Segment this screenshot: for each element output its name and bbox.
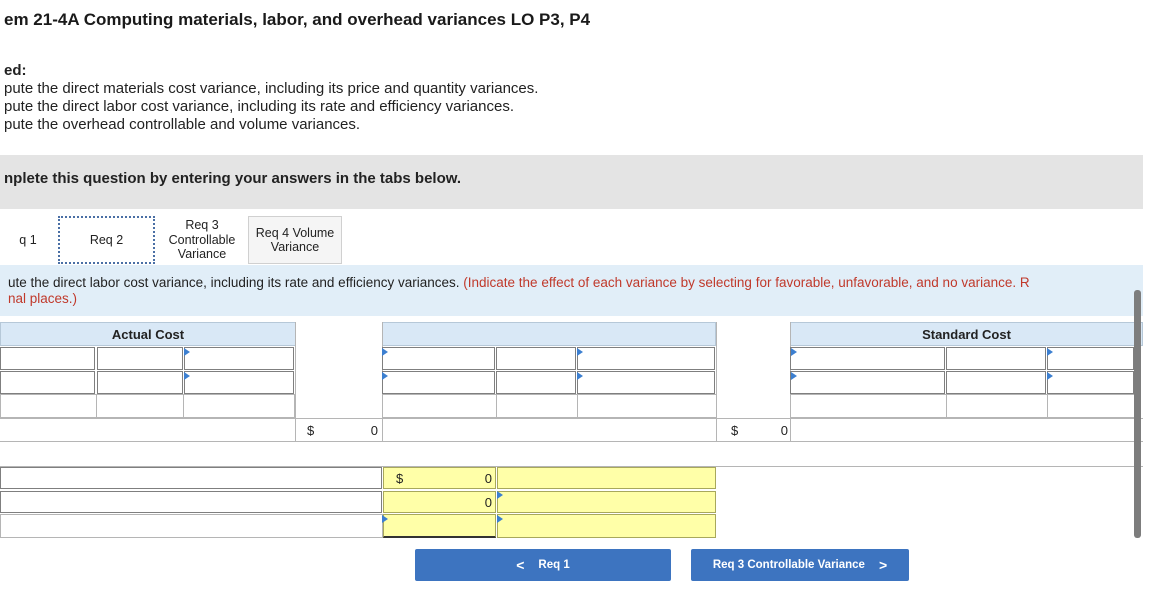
next-req-button[interactable] [691,549,909,581]
efficiency-variance-value: 0 [484,495,492,510]
middle-operator-input-2[interactable] [496,371,576,394]
next-req-label: Req 3 Controllable Variance [712,559,865,571]
actual-rate-input[interactable] [184,347,294,370]
standard-blank-cell [790,394,947,418]
standard-blank-cell [1047,394,1136,418]
vertical-scrollbar[interactable] [1134,290,1141,538]
middle-blank-cell [577,394,717,418]
prev-req-label: Req 1 [538,559,570,571]
standard-operator-input[interactable] [946,347,1046,370]
tab-label: q 1 [19,232,37,247]
variance-label-rate[interactable] [0,467,382,489]
tab-label: Req 4 Volume Variance [255,225,335,254]
requirement-2: pute the direct labor cost variance, including its rate and efficiency variances. [4,98,514,115]
grid-line [295,322,296,441]
grid-line [0,418,1143,419]
middle-rate-input-2[interactable] [577,371,715,394]
actual-blank-cell [183,394,295,418]
dropdown-icon[interactable] [791,348,797,356]
dropdown-icon[interactable] [791,372,797,380]
actual-total-symbol: $ [307,423,315,438]
dropdown-icon[interactable] [382,372,388,380]
standard-total-value: 0 [780,423,788,438]
rate-variance-symbol: $ [396,471,404,486]
efficiency-variance-effect-select[interactable] [497,491,716,513]
dropdown-icon[interactable] [382,348,388,356]
standard-blank-cell [946,394,1048,418]
prev-req-button[interactable] [415,549,671,581]
standard-hours-allowed-input[interactable] [790,347,945,370]
standard-operator-input-2[interactable] [946,371,1046,394]
dropdown-icon[interactable] [1047,372,1053,380]
rate-variance-effect-select[interactable] [497,467,716,489]
standard-rate-input[interactable] [1047,347,1134,370]
standard-hours-input-2[interactable] [382,371,495,394]
grid-line [0,441,1143,442]
dropdown-icon[interactable] [577,348,583,356]
middle-operator-input[interactable] [496,347,576,370]
standard-hours-allowed-input-2[interactable] [790,371,945,394]
instruction-strip [0,265,1143,316]
dropdown-icon[interactable] [497,515,503,523]
middle-header [382,322,716,346]
actual-blank-cell [0,394,97,418]
tab-req-1[interactable] [0,216,56,264]
actual-hours-input[interactable] [0,347,95,370]
tab-req-2[interactable] [58,216,155,264]
banner-text: nplete this question by entering your answers in the tabs below. [4,170,462,187]
total-variance-cell [383,514,496,538]
chevron-right-icon: > [878,557,888,573]
dropdown-icon[interactable] [184,372,190,380]
requirement-1: pute the direct materials cost variance, including its price and quantity variances. [4,80,539,97]
dropdown-icon[interactable] [577,372,583,380]
total-variance-label [0,514,383,538]
dropdown-icon[interactable] [1047,348,1053,356]
tab-label: Req 3 Controllable Variance [168,218,236,262]
dropdown-icon[interactable] [184,348,190,356]
standard-total-symbol: $ [731,423,739,438]
dropdown-icon[interactable] [382,515,388,523]
actual-cost-header: Actual Cost [0,322,296,346]
middle-rate-input[interactable] [577,347,715,370]
standard-hours-input[interactable] [382,347,495,370]
standard-rate-input-2[interactable] [1047,371,1134,394]
middle-blank-cell [382,394,497,418]
problem-title: em 21-4A Computing materials, labor, and overhead variances LO P3, P4 [4,10,591,29]
standard-cost-header: Standard Cost [790,322,1143,346]
grid-line [716,322,717,441]
tab-req-3[interactable] [158,216,246,264]
instruction-note-2: nal places.) [8,291,78,306]
variance-label-efficiency[interactable] [0,491,382,513]
instruction-note: (Indicate the effect of each variance by selecting for favorable, unfavorable, and no variance. R [463,275,1030,290]
required-label: ed: [4,62,27,79]
actual-rate-input-2[interactable] [184,371,294,394]
tab-req-4[interactable] [248,216,342,264]
total-variance-effect-select[interactable] [497,514,716,538]
actual-total-value: 0 [370,423,378,438]
rate-variance-value: 0 [484,471,492,486]
instruction-line-1 [8,275,1030,290]
chevron-left-icon: < [516,557,525,573]
middle-blank-cell [496,394,578,418]
requirement-3: pute the overhead controllable and volume variances. [4,116,361,133]
instruction-main: ute the direct labor cost variance, including its rate and efficiency variances. [8,275,460,290]
actual-operator-input[interactable] [97,347,183,370]
actual-operator-input-2[interactable] [97,371,183,394]
actual-hours-input-2[interactable] [0,371,95,394]
dropdown-icon[interactable] [497,491,503,499]
actual-blank-cell [96,394,184,418]
tab-label: Req 2 [89,232,124,247]
